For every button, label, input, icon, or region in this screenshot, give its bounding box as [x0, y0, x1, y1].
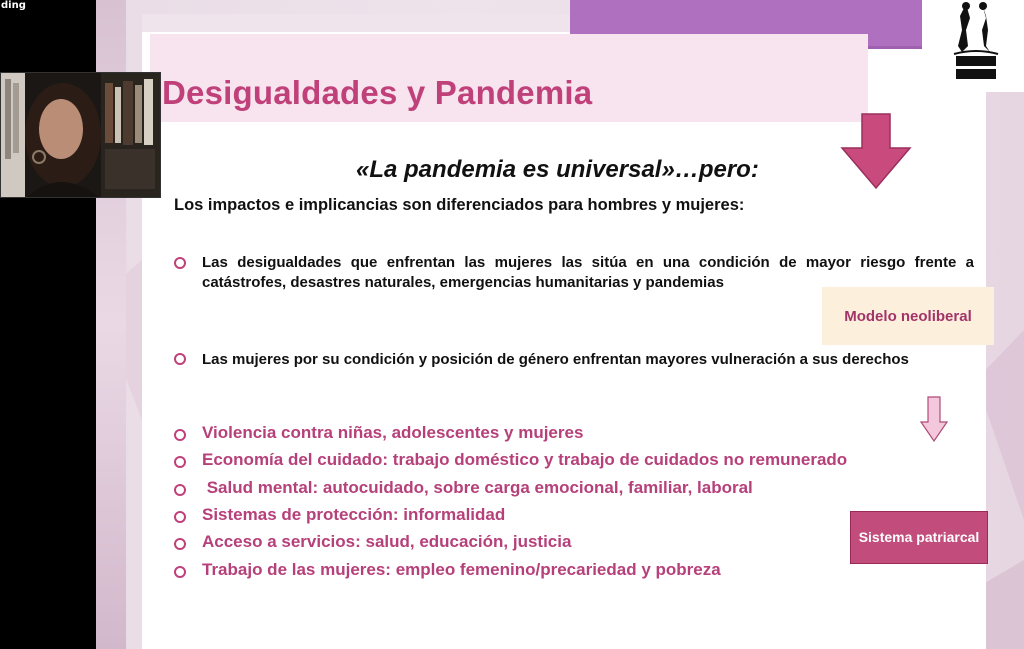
bullet-rights: Las mujeres por su condición y posición de género enfrentan mayores vulneración a sus derechos	[202, 351, 909, 368]
pink-bullet-acceso: Acceso a servicios: salud, educación, justicia	[202, 532, 572, 551]
circle-bullet-icon	[174, 538, 186, 550]
pink-bullet-proteccion: Sistemas de protección: informalidad	[202, 505, 506, 524]
pink-bullet-salud: Salud mental: autocuidado, sobre carga emocional, familiar, laboral	[202, 478, 753, 497]
arrow-down-icon	[840, 112, 912, 190]
slide-intro: Los impactos e implicancias son diferenciados para hombres y mujeres:	[174, 196, 745, 214]
bullet-risk: Las desigualdades que enfrentan las mujeres las sitúa en una condición de mayor riesgo frente a catástrofes, desastres naturales, emergencias humanitarias y pandemias	[202, 254, 974, 291]
circle-bullet-icon	[174, 429, 186, 441]
pink-bullet-trabajo: Trabajo de las mujeres: empleo femenino/precariedad y pobreza	[202, 560, 721, 579]
circle-bullet-icon	[174, 484, 186, 496]
logo	[922, 0, 1024, 92]
arrow-down-outline-icon	[920, 396, 948, 442]
webcam-person-image	[1, 73, 161, 198]
recording-indicator: ding	[1, 0, 26, 11]
callout-sistema-patriarcal: Sistema patriarcal	[850, 511, 988, 564]
slide-title: Desigualdades y Pandemia	[162, 74, 593, 111]
logo-icon	[922, 0, 1024, 92]
circle-bullet-icon	[174, 566, 186, 578]
slide-top-bar	[142, 14, 570, 32]
slide-subtitle: «La pandemia es universal»…pero:	[356, 156, 759, 183]
pink-bullet-violencia: Violencia contra niñas, adolescentes y mujeres	[202, 423, 584, 442]
circle-bullet-icon	[174, 353, 186, 365]
callout-modelo-neoliberal: Modelo neoliberal	[822, 287, 994, 345]
webcam-video-feed[interactable]	[0, 72, 161, 198]
circle-bullet-icon	[174, 456, 186, 468]
pink-bullet-cuidado: Economía del cuidado: trabajo doméstico y trabajo de cuidados no remunerado	[202, 450, 848, 469]
circle-bullet-icon	[174, 257, 186, 269]
circle-bullet-icon	[174, 511, 186, 523]
